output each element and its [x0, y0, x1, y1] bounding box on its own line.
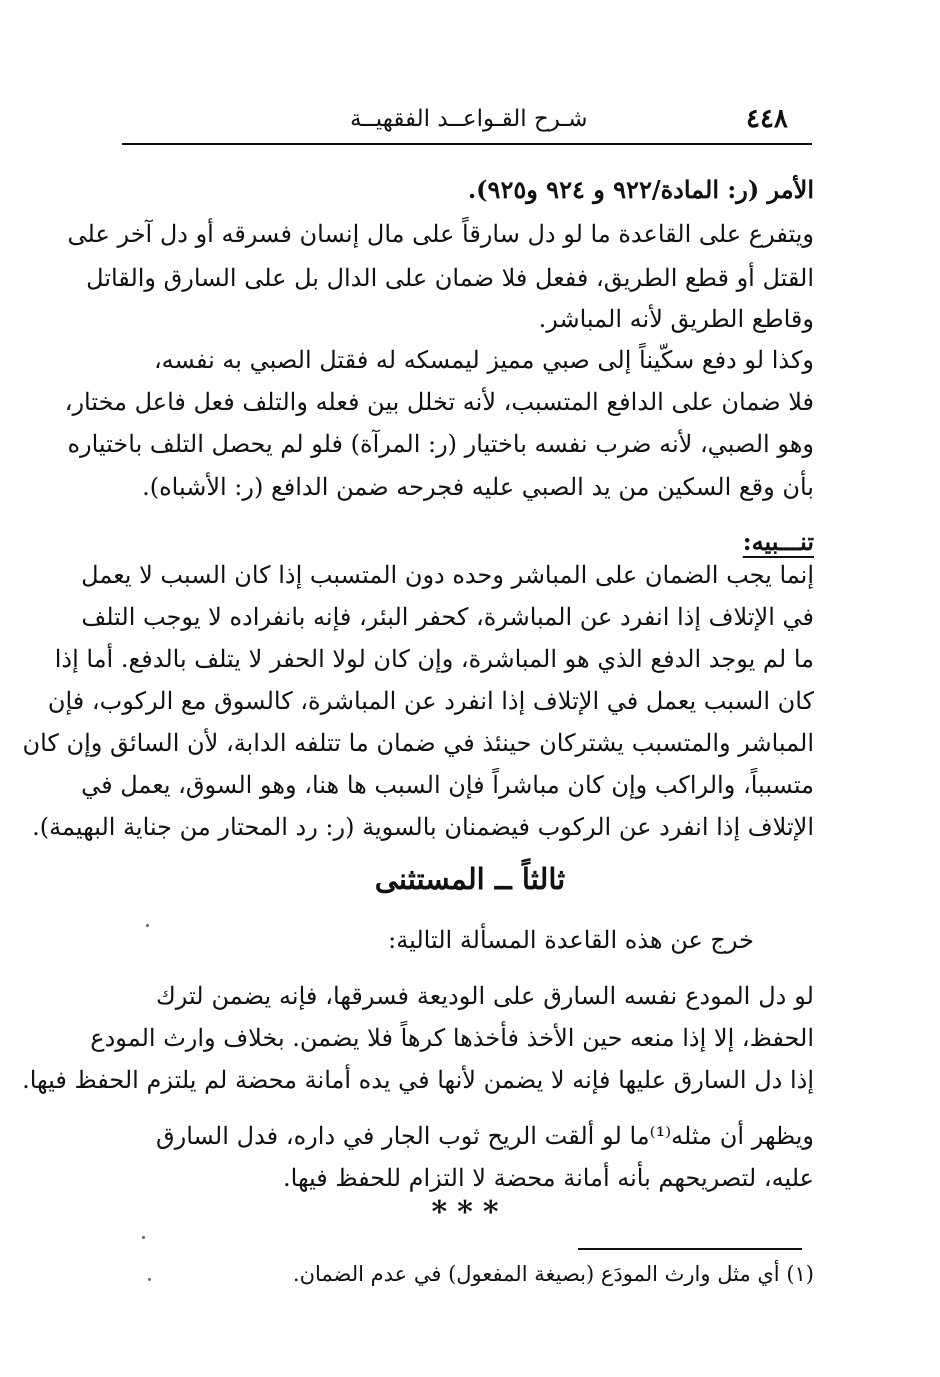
- body-line-4: وقاطع الطريق لأنه المباشر.: [538, 305, 814, 333]
- body-line-7: وهو الصبي، لأنه ضرب نفسه باختيار (ر: المرآة) فلو لم يحصل التلف باختياره: [67, 430, 814, 458]
- scan-speck: [146, 924, 149, 927]
- body-line-2: ويتفرع على القاعدة ما لو دل سارقاً على مال إنسان فسرقه أو دل آخر على: [67, 220, 814, 248]
- note-line-7: الإتلاف إذا انفرد عن الركوب فيضمنان بالسوية (ر: رد المحتار من جناية البهيمة).: [32, 813, 814, 841]
- body-line-6: فلا ضمان على الدافع المتسبب، لأنه تخلل بين فعله والتلف فعل فاعل مختار،: [64, 388, 814, 416]
- footnote-rule: [578, 1248, 802, 1250]
- note-line-1: إنما يجب الضمان على المباشر وحده دون المتسبب إذا كان السبب لا يعمل: [81, 561, 814, 589]
- page-number: ٤٤٨: [746, 104, 788, 134]
- section-line-2: لو دل المودع نفسه السارق على الوديعة فسرقها، فإنه يضمن لترك: [156, 982, 814, 1010]
- note-line-3: ما لم يوجد الدفع الذي هو المباشرة، وإن كان لولا الحفر لا يتلف بالدفع. أما إذا: [54, 645, 814, 673]
- section-end-stars: ***: [431, 1195, 509, 1230]
- note-line-2: في الإتلاف إذا انفرد عن المباشرة، كحفر البئر، فإنه بانفراده لا يوجب التلف: [81, 603, 814, 631]
- body-line-1: الأمر (ر: المادة/٩٢٢ و ٩٢٤ و٩٢٥).: [467, 175, 814, 204]
- section-line-1: خرج عن هذه القاعدة المسألة التالية:: [388, 926, 754, 954]
- body-line-8: بأن وقع السكين من يد الصبي عليه فجرحه ضمن الدافع (ر: الأشباه).: [142, 473, 814, 501]
- section-line-6: عليه، لتصريحهم بأنه أمانة محضة لا التزام للحفظ فيها.: [283, 1164, 814, 1192]
- header-rule: [122, 143, 812, 145]
- section-line-3: الحفظ، إلا إذا منعه حين الأخذ فأخذها كرهاً فلا يضمن. بخلاف وارث المودع: [90, 1024, 814, 1052]
- note-line-4: كان السبب يعمل في الإتلاف إذا انفرد عن المباشرة، كالسوق مع الركوب، فإن: [47, 687, 814, 715]
- section-line-4: إذا دل السارق عليها فإنه لا يضمن لأنها في يده أمانة محضة لم يلتزم الحفظ فيها.: [22, 1066, 814, 1094]
- scan-speck: [142, 1236, 145, 1239]
- body-line-5: وكذا لو دفع سكّيناً إلى صبي مميز ليمسكه له فقتل الصبي به نفسه،: [153, 346, 814, 374]
- running-title: شـرح القـواعــد الفقهيــة: [350, 106, 588, 132]
- note-line-6: متسبباً، والراكب وإن كان مباشراً فإن السبب ها هنا، وهو السوق، يعمل في: [81, 771, 814, 799]
- note-line-5: المباشر والمتسبب يشتركان حينئذ في ضمان ما تتلفه الدابة، لأن السائق وإن كان: [22, 729, 814, 757]
- body-line-3: القتل أو قطع الطريق، ففعل فلا ضمان على الدال بل على السارق والقاتل: [86, 264, 814, 292]
- section-line-5: ويظهر أن مثله⁽¹⁾ما لو ألقت الريح ثوب الجار في داره، فدل السارق: [156, 1122, 814, 1150]
- section-heading: ثالثاً ــ المستثنى: [374, 862, 566, 896]
- note-heading: تنـــبيه:: [742, 527, 814, 556]
- scan-speck: [148, 1278, 151, 1281]
- footnote: (١) أي مثل وارث المودَع (بصيغة المفعول) في عدم الضمان.: [292, 1262, 814, 1286]
